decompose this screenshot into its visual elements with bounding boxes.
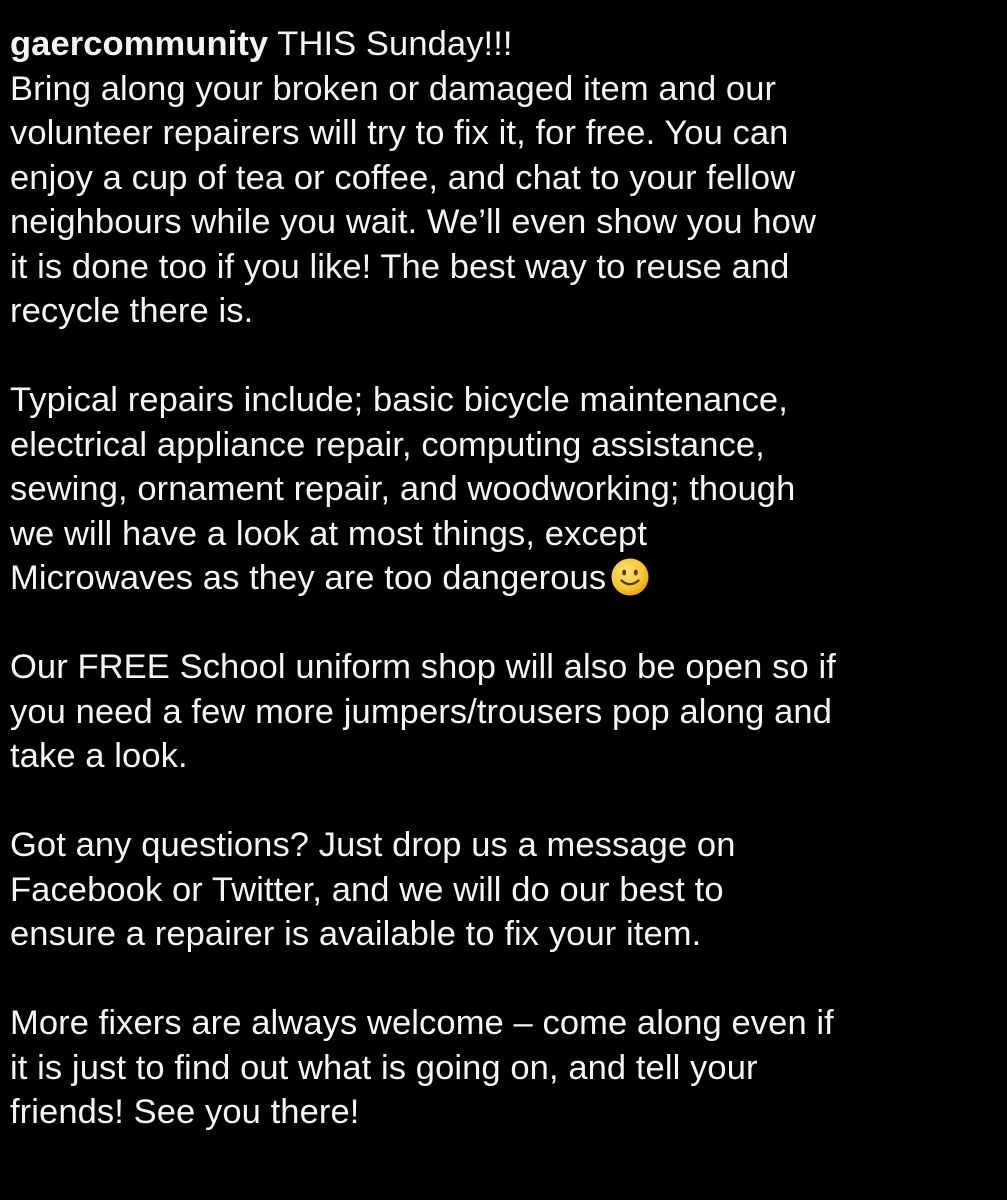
caption-repairs-text: Typical repairs include; basic bicycle maintenance, electrical appliance repair, computing assistance, sewing, ornament repair, and woodworking; though we will have a look at most things, except Microwaves as they are too dangerous	[10, 381, 796, 597]
post-caption	[10, 22, 995, 1135]
paragraph-spacer	[10, 957, 995, 1002]
caption-paragraph-repairs	[10, 378, 995, 601]
caption-paragraph-uniform-shop: Our FREE School uniform shop will also be open so if you need a few more jumpers/trousers pop along and take a look.	[10, 648, 836, 775]
paragraph-spacer	[10, 334, 995, 379]
caption-paragraph-questions: Got any questions? Just drop us a message on Facebook or Twitter, and we will do our best to ensure a repairer is available to fix your item.	[10, 826, 736, 953]
caption-paragraph-intro	[10, 22, 995, 334]
paragraph-spacer	[10, 779, 995, 824]
paragraph-spacer	[10, 601, 995, 646]
slightly-smiling-face-icon	[610, 557, 650, 597]
caption-intro-text: THIS Sunday!!! Bring along your broken or damaged item and our volunteer repairers will try to fix it, for free. You can enjoy a cup of tea or coffee, and chat to your fellow neighbours while you wait. We’ll even show you how it is done too if you like! The best way to reuse and recycle there is.	[10, 25, 816, 330]
username-link[interactable]: gaercommunity	[10, 25, 269, 63]
caption-paragraph-fixers: More fixers are always welcome – come along even if it is just to find out what is going on, and tell your friends! See you there!	[10, 1004, 834, 1131]
